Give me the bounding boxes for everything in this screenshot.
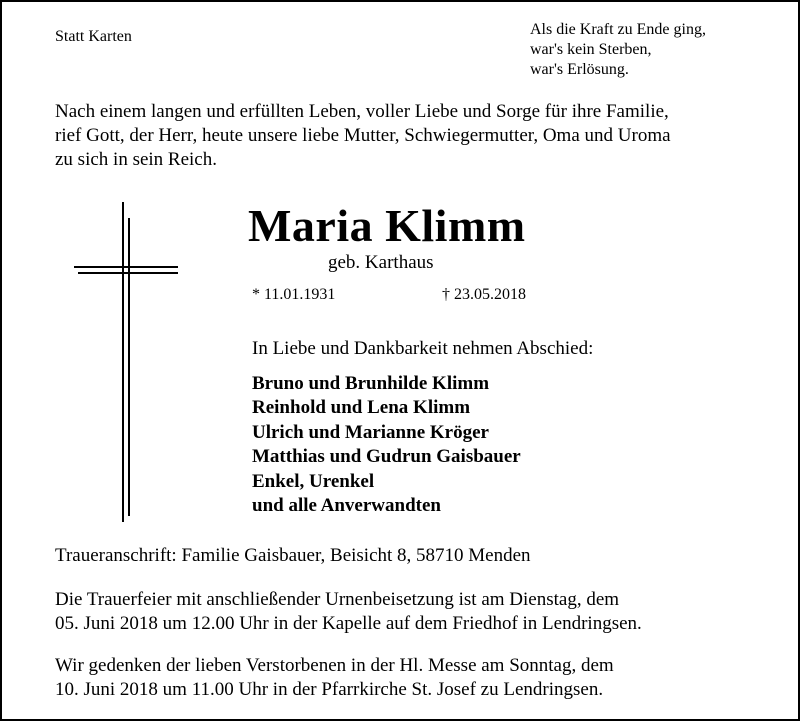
service-line: 05. Juni 2018 um 12.00 Uhr in der Kapelle auf dem Friedhof in Lendringsen.: [55, 613, 642, 634]
farewell-line: In Liebe und Dankbarkeit nehmen Abschied:: [252, 338, 594, 359]
poem: [530, 20, 706, 80]
memorial-mass-info: [55, 654, 614, 702]
intro-line: zu sich in sein Reich.: [55, 149, 217, 170]
maiden-name: geb. Karthaus: [328, 252, 434, 273]
death-date: † 23.05.2018: [442, 286, 526, 303]
poem-line: Als die Kraft zu Ende ging,: [530, 21, 706, 38]
mourner-entry: Reinhold und Lena Klimm: [252, 397, 471, 419]
intro-line: rief Gott, der Herr, heute unsere liebe Mutter, Schwiegermutter, Oma und Uroma: [55, 125, 671, 146]
mourning-address: Traueranschrift: Familie Gaisbauer, Beisicht 8, 58710 Menden: [55, 545, 531, 566]
birth-date: * 11.01.1931: [252, 286, 336, 303]
mourner-entry: Bruno und Brunhilde Klimm: [252, 373, 490, 394]
intro-paragraph: [55, 100, 671, 172]
mourner-entry: Enkel, Urenkel: [252, 470, 375, 492]
mass-line: 10. Juni 2018 um 11.00 Uhr in der Pfarrkirche St. Josef zu Lendringsen.: [55, 679, 604, 700]
mass-line: Wir gedenken der lieben Verstorbenen in der Hl. Messe am Sonntag, dem: [55, 655, 614, 676]
poem-line: war's Erlösung.: [530, 61, 629, 78]
funeral-service-info: [55, 588, 642, 636]
service-line: Die Trauerfeier mit anschließender Urnenbeisetzung ist am Dienstag, dem: [55, 589, 620, 610]
intro-line: Nach einem langen und erfüllten Leben, voller Liebe und Sorge für ihre Familie,: [55, 101, 669, 122]
statt-karten-note: Statt Karten: [55, 28, 132, 45]
deceased-name: Maria Klimm: [248, 200, 526, 251]
mourners-list: [252, 372, 521, 518]
poem-line: war's kein Sterben,: [530, 41, 652, 58]
mourner-entry: und alle Anverwandten: [252, 495, 441, 517]
mourner-entry: Matthias und Gudrun Gaisbauer: [252, 446, 521, 468]
cross-icon: [74, 202, 180, 522]
mourner-entry: Ulrich und Marianne Kröger: [252, 421, 489, 443]
